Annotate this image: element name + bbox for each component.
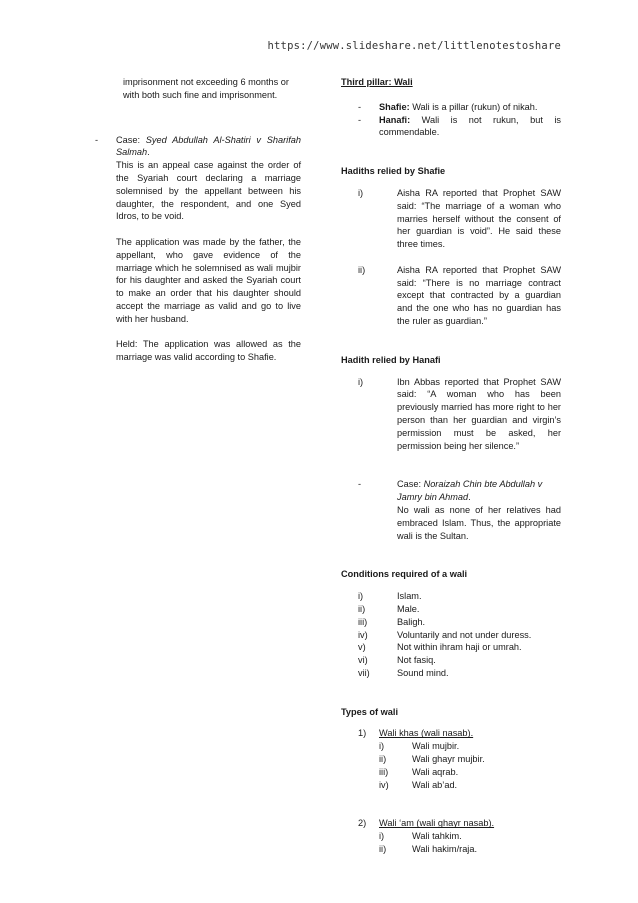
case-name: Noraizah Chin bte Abdullah v Jamry bin Ahmad [397, 479, 543, 503]
case-suffix: . [147, 147, 150, 158]
item-number: v) [358, 642, 366, 653]
case-held-paragraph: Held: The application was allowed as the marriage was valid according to Shafie. [116, 339, 301, 363]
continued-line-1: imprisonment not exceeding 6 months or [123, 77, 289, 87]
list-item [358, 114, 561, 140]
item-text: Wali is a pillar (rukun) of nikah. [409, 101, 538, 112]
item-text: Wali tahkim. [412, 831, 462, 842]
right-column [341, 76, 561, 856]
item-number: iii) [358, 616, 368, 627]
item-number: i) [379, 831, 385, 842]
list-item [358, 654, 561, 667]
item-text: Male. [397, 603, 420, 614]
item-text: Wali is not rukun, but is commendable. [379, 114, 561, 138]
source-url[interactable]: https://www.slideshare.net/littlenotestoshare [267, 40, 561, 52]
item-text: Wali ghayr mujbir. [412, 754, 485, 765]
list-item [379, 830, 561, 843]
type-label: Wali khas (wali nasab). [379, 728, 474, 739]
item-text: Wali ab’ad. [412, 779, 458, 790]
item-number: i) [358, 376, 364, 387]
section-title-third-pillar: Third pillar: Wali [341, 77, 413, 87]
case-text: No wali as none of her relatives had embraced Islam. Thus, the appropriate wali is the Sultan. [397, 504, 561, 541]
case-paragraph-1: This is an appeal case against the order of the Syariah court declaring a marriage solemnised by the appellant between his daughter, the respondent, and one Syed Idros, to be void. [116, 160, 301, 222]
case-entry [95, 134, 301, 364]
case-body [116, 134, 301, 364]
type-group-heading [358, 817, 561, 830]
school-label: Shafie: [379, 101, 410, 112]
item-number: i) [358, 187, 364, 198]
case-prefix: Case: [397, 479, 424, 490]
conditions-list [341, 590, 561, 680]
item-number: 1) [358, 728, 367, 739]
section-title-shafie-hadiths: Hadiths relied by Shafie [341, 166, 446, 177]
section-title-hanafi-hadith: Hadith relied by Hanafi [341, 354, 441, 365]
list-item [379, 753, 561, 766]
section-title-conditions: Conditions required of a wali [341, 569, 468, 580]
item-number: iv) [379, 779, 389, 790]
case-prefix: Case: [116, 134, 146, 145]
item-text: Not within ihram haji or umrah. [397, 642, 522, 653]
item-text: Voluntarily and not under duress. [397, 629, 532, 640]
bullet-dash: - [358, 479, 362, 490]
list-item [379, 740, 561, 753]
item-number: iv) [358, 629, 368, 640]
hadith-text: Aisha RA reported that Prophet SAW said: “There is no marriage contract except that contracted by a guardian and the one who has no guardian has the ruler as guardian.” [397, 264, 561, 326]
list-item [379, 843, 561, 856]
item-number: vii) [358, 667, 370, 678]
item-number: ii) [358, 264, 366, 275]
continued-line-2: with both such fine and imprisonment. [123, 89, 278, 100]
list-item [358, 101, 561, 114]
case-name: Syed Abdullah Al-Shatiri v Sharifah Salmah [116, 134, 301, 158]
case-body [397, 478, 561, 542]
hadith-item [358, 187, 561, 251]
item-number: vi) [358, 655, 368, 666]
bullet-dash: - [358, 114, 362, 125]
list-item [358, 603, 561, 616]
item-text: Wali hakim/raja. [412, 844, 478, 855]
item-text: Not fasiq. [397, 655, 436, 666]
hadith-text: Aisha RA reported that Prophet SAW said: “The marriage of a woman who marries herself without the consent of her guardian is void”. He said these three times. [397, 187, 561, 250]
item-number: ii) [379, 844, 387, 855]
item-number: i) [379, 741, 385, 752]
left-column [95, 76, 301, 364]
section-title-types: Types of wali [341, 706, 399, 717]
item-number: ii) [358, 603, 366, 614]
hadith-item [358, 376, 561, 453]
bullet-dash: - [358, 101, 362, 112]
list-item [379, 779, 561, 792]
type-label: Wali ‘am (wali ghayr nasab). [379, 818, 495, 829]
item-text: Baligh. [397, 616, 426, 627]
hadith-text: Ibn Abbas reported that Prophet SAW said: “A woman who has been previously married has more right to her person than her guardian and virgin’s permission must be asked, her permission being her silence.” [397, 376, 561, 451]
list-item [358, 616, 561, 629]
item-text: Sound mind. [397, 667, 449, 678]
item-number: 2) [358, 818, 367, 829]
item-number: ii) [379, 754, 387, 765]
case-paragraph-2: The application was made by the father, the appellant, who gave evidence of the marriage which he solemnised as wali mujbir for his daughter and asked the Syariah court to make an order that his daughter should accept the marriage as valid and go to live with her husband. [116, 236, 301, 324]
continued-text [123, 76, 301, 102]
list-item [358, 590, 561, 603]
case-entry [358, 478, 561, 542]
hadith-item [358, 264, 561, 328]
types-list [358, 727, 561, 855]
item-number: iii) [379, 766, 389, 777]
list-item [358, 667, 561, 680]
list-item [358, 641, 561, 654]
item-text: Wali aqrab. [412, 766, 459, 777]
item-text: Islam. [397, 591, 422, 602]
list-item [379, 766, 561, 779]
school-label: Hanafi: [379, 114, 411, 125]
item-number: i) [358, 591, 364, 602]
bullet-dash: - [95, 134, 99, 145]
case-suffix: . [468, 492, 471, 503]
list-item [358, 629, 561, 642]
type-group-heading [358, 727, 561, 740]
item-text: Wali mujbir. [412, 741, 460, 752]
third-pillar-list [358, 101, 561, 139]
